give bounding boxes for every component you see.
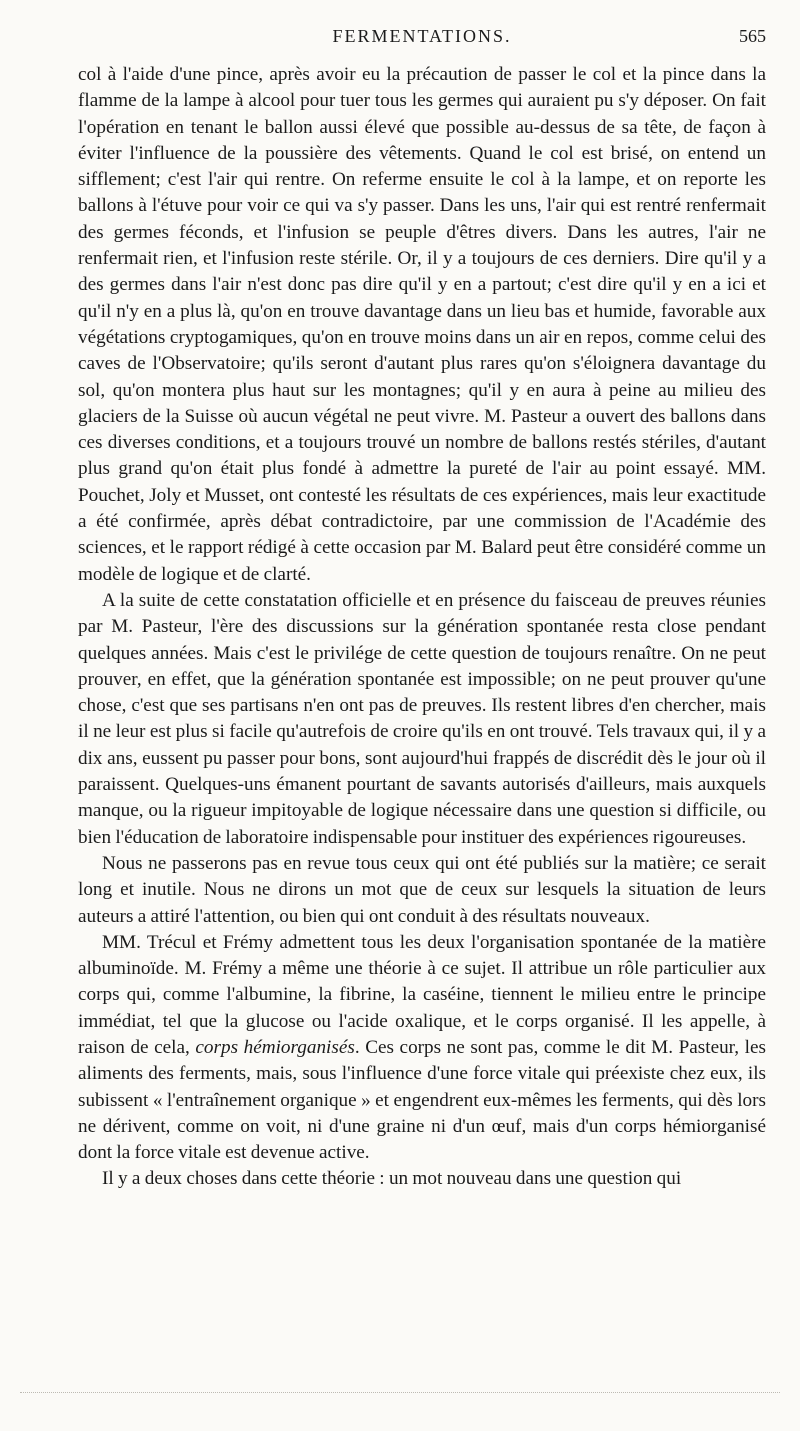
paragraph-5: Il y a deux choses dans cette théorie : un mot nouveau dans une question qui xyxy=(102,1168,682,1190)
paragraph-1: col à l'aide d'une pince, après avoir eu la précaution de passer le col et la pince dans la flamme de la lampe à alcool pour tuer tous les germes qui auraient pu s'y déposer. On fait l'opération en tenant le ballon aussi élevé que possible au-dessus de sa tête, de façon à éviter l'influence de la poussière des vêtements. Quand le col est brisé, on entend un sifflement; c'est l'air qui rentre. On referme ensuite le col à la lampe, et on reporte les ballons à l'étuve pour voir ce qui va s'y passer. Dans les uns, l'air qui est rentré renfermait des germes féconds, et l'infusion se peuple d'êtres divers. Dans les autres, l'air ne renfermait rien, et l'infusion reste stérile. Or, il y a toujours de ces derniers. Dire qu'il y a des germes dans l'air n'est donc pas dire qu'il y en a partout; c'est dire qu'il y en a ici et qu'il n'y en a plus là, qu'on en trouve davantage dans un lieu bas et humide, favorable aux végétations cryptogamiques, qu'on en trouve moins dans un air en repos, comme celui des caves de l'Observatoire; qu'ils seront d'autant plus rares qu'on s'éloignera davantage du sol, qu'on montera plus haut sur les montagnes; qu'il y en aura à peine au milieu des glaciers de la Suisse où aucun végétal ne peut vivre. M. Pasteur a ouvert des ballons dans ces diverses conditions, et a toujours trouvé un nombre de ballons restés stériles, d'autant plus grand qu'on était plus fondé à admettre la pureté de l'air au point essayé. MM. Pouchet, Joly et Musset, ont contesté les résultats de ces expériences, mais leur exactitude a été confirmée, après débat contradictoire, par une commission de l'Académie des sciences, et le rapport rédigé à cette occasion par M. Balard peut être considéré comme un modèle de logique et de clarté. xyxy=(78,64,766,585)
paragraph-3: Nous ne passerons pas en revue tous ceux qui ont été publiés sur la matière; ce serait long et inutile. Nous ne dirons un mot que de ceux sur lesquels la situation de leurs auteurs a attiré l'attention, ou bien qui ont conduit à des résultats nouveaux. xyxy=(78,852,766,927)
book-page xyxy=(78,26,766,1193)
paragraph-4-text-b: . Ces corps ne sont pas, comme le dit M. Pasteur, les aliments des ferments, mais, sous l'influence d'une force vitale qui préexiste chez eux, ils subissent « l'entraînement organique » et engendrent eux-mêmes les ferments, qui dès lors ne dérivent, comme on voit, ni d'une graine ni d'un œuf, mais d'un corps hémiorganisé dont la force vitale est devenue active. xyxy=(78,1036,766,1164)
page-bottom-rule xyxy=(20,1392,780,1393)
paragraph-2: A la suite de cette constatation officielle et en présence du faisceau de preuves réunies par M. Pasteur, l'ère des discussions sur la génération spontanée resta close pendant quelques années. Mais c'est le privilége de cette question de toujours renaître. On ne peut prouver, en effet, que la génération spontanée est impossible; on ne peut prouver qu'une chose, c'est que ses partisans n'en ont pas de preuves. Ils restent libres d'en chercher, mais il ne leur est plus si facile qu'autrefois de croire qu'ils en ont trouvé. Tels travaux qui, il y a dix ans, eussent pu passer pour bons, sont aujourd'hui frappés de discrédit dès le jour où il paraissent. Quelques-uns émanent pourtant de savants autorisés d'ailleurs, mais auxquels manque, ou la rigueur impitoyable de logique nécessaire dans une question si difficile, ou bien l'éducation de laboratoire indispensable pour instituer des expériences rigoureuses. xyxy=(78,589,766,848)
running-head: FERMENTATIONS. xyxy=(332,26,512,46)
body-text xyxy=(78,62,766,1193)
page-number: 565 xyxy=(739,26,766,46)
italic-term: corps hémiorganisés xyxy=(195,1036,355,1058)
paragraph-4 xyxy=(78,930,766,1167)
paragraph-4-text-a: MM. Trécul et Frémy admettent tous les deux l'organisation spontanée de la matière albuminoïde. M. Frémy a même une théorie à ce sujet. Il attribue un rôle particulier aux corps qui, comme l'albumine, la fibrine, la caséine, tiennent le milieu entre le principe immédiat, tel que la glucose ou l'acide oxalique, et le corps organisé. Il les appelle, à raison de cela, xyxy=(78,931,766,1058)
page-header xyxy=(78,26,766,54)
